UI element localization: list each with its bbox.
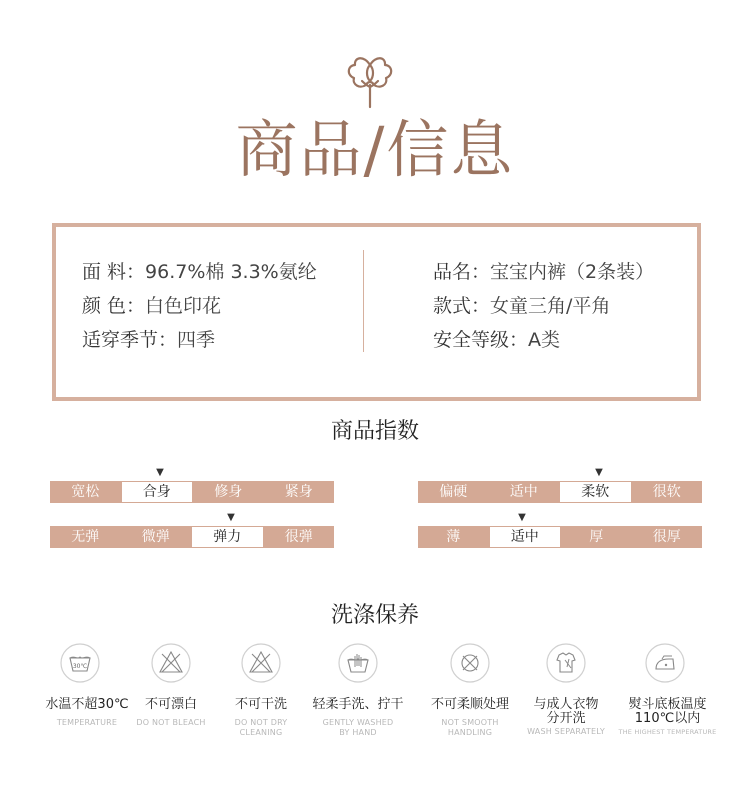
elasticity-option-selected: 弹力 [191,526,264,548]
no-tumble-icon [450,643,490,683]
care-label-en: DO NOT BLEACH [136,718,206,727]
care-label-en: NOT SMOOTH [441,718,499,727]
softness-option: 适中 [509,484,538,500]
elasticity-arrow-icon: ▼ [227,512,235,523]
temperature-icon [60,643,100,683]
info-label: 品名： [433,261,491,283]
softness-option-selected: 柔软 [559,481,632,503]
care-label-en: TEMPERATURE [56,718,118,727]
care-label: 不可漂白 [144,697,197,712]
info-value: 女童三角/平角 [490,295,611,317]
info-value: 96.7%棉 3.3%氨纶 [145,261,317,283]
info-label: 安全等级： [433,329,529,351]
care-label-en: HANDLING [447,728,493,737]
softness-scale [418,481,702,503]
care-label: 不可柔顺处理 [430,697,509,712]
page-title: 商品/信息 [235,113,515,186]
cotton-flower-icon [342,47,398,109]
thickness-option: 厚 [589,529,604,545]
softness-option: 偏硬 [439,484,468,500]
care-label-en: THE HIGHEST TEMPERATURE [618,728,717,736]
care-label: 水温不超30℃ [45,697,129,712]
softness-arrow-icon: ▼ [595,467,603,478]
info-value: 宝宝内裤（2条装） [490,261,655,283]
thickness-option: 薄 [446,529,461,545]
info-value: 白色印花 [145,295,222,317]
care-label-en: WASH SEPARATELY [527,727,605,736]
temp-badge: 30℃ [72,663,88,670]
hand-wash-icon [338,643,378,683]
care-label-en: GENTLY WASHED [322,718,394,727]
info-label: 面 料： [82,261,146,283]
elasticity-option: 很弹 [284,529,313,545]
thickness-option-selected: 适中 [489,526,562,548]
care-label: 熨斗底板温度 [628,697,707,712]
elasticity-option: 无弹 [71,529,100,545]
index-title: 商品指数 [330,419,419,444]
info-value: 四季 [177,329,216,351]
iron-icon [645,643,685,683]
care-label-en: DO NOT DRY [234,718,288,727]
elasticity-scale [50,526,334,548]
softness-option: 很软 [652,484,681,500]
care-label-en: CLEANING [239,728,283,737]
no-dry-clean-icon [241,643,281,683]
fit-option: 紧身 [284,484,313,500]
thickness-scale [418,526,702,548]
fit-arrow-icon: ▼ [156,467,164,478]
fit-option: 宽松 [71,484,100,500]
info-label: 款式： [433,295,491,317]
info-style [433,293,610,319]
fit-scale [50,481,334,503]
info-product-name [433,259,654,285]
fit-option: 修身 [214,484,243,500]
thickness-arrow-icon: ▼ [518,512,526,523]
info-safety [433,327,560,353]
info-fabric [82,259,317,285]
care-label-en: BY HAND [339,728,377,737]
info-label: 适穿季节： [82,329,178,351]
care-label: 与成人衣物 [533,697,599,712]
info-value: A类 [528,329,561,351]
care-title: 洗涤保养 [330,603,419,628]
fit-option-selected: 合身 [121,481,194,503]
info-label: 颜 色： [82,295,146,317]
info-season [82,327,215,353]
wash-separately-icon [546,643,586,683]
info-color [82,293,221,319]
no-bleach-icon [151,643,191,683]
elasticity-option: 微弹 [141,529,170,545]
care-label: 分开洗 [546,711,586,726]
care-label: 不可干洗 [234,697,287,712]
thickness-option: 很厚 [652,529,681,545]
care-label: 轻柔手洗、拧干 [312,697,404,712]
info-divider [363,250,364,352]
care-label: 110℃以内 [634,711,701,726]
